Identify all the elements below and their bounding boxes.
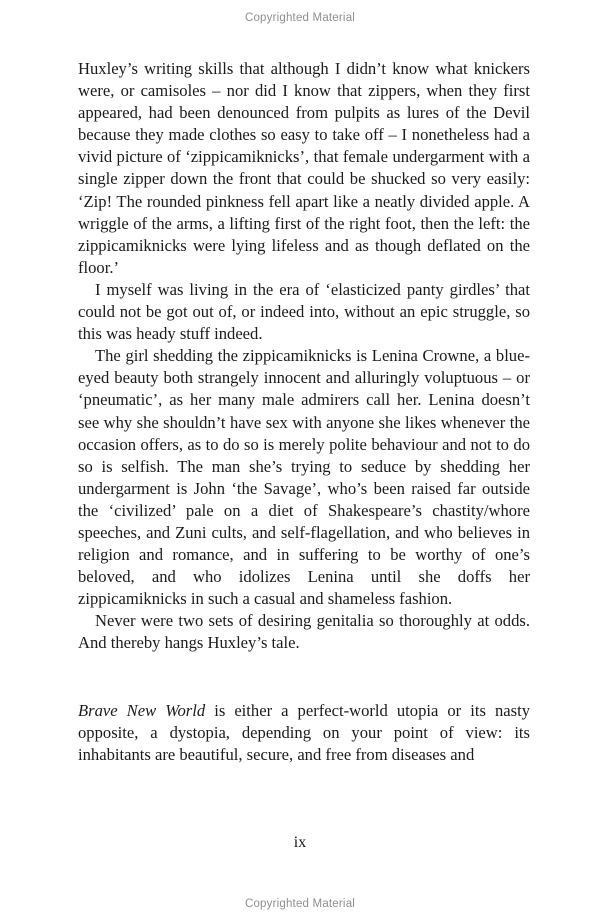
paragraph-new-section <box>78 700 530 766</box>
paragraph: I myself was living in the era of ‘elasticized panty girdles’ that could not be got out of, or indeed into, without an epic struggle, so this was heady stuff indeed. <box>78 279 530 344</box>
page-text-block <box>78 58 530 766</box>
page-number: ix <box>293 834 307 851</box>
copyright-notice-top: Copyrighted Material <box>244 12 356 24</box>
paragraph: The girl shedding the zippicamiknicks is Lenina Crowne, a blue-eyed beauty both strangely innocent and alluringly voluptuous – or ‘pneumatic’, as her many male admirers call her. Lenina doesn’t see why she shouldn’t have sex with anyone she likes whenever the occasion offers, as to do so is merely polite behaviour and not to do so is selfish. The man she’s trying to seduce by shedding her undergarment is John ‘the Savage’, who’s been raised far outside the ‘civilized’ pale on a diet of Shakespeare’s chastity/whore speeches, and Zuni cults, and self-flagellation, and who believes in religion and romance, and in suffering to be worthy of one’s beloved, and who idolizes Lenina until she doffs her zippicamiknicks in such a casual and shameless fashion. <box>78 346 530 609</box>
paragraph-continuation: Huxley’s writing skills that although I didn’t know what knickers were, or camisoles – nor did I know that zippers, when they first appeared, had been denounced from pulpits as lures of the Devil because they made clothes so easy to take off – I nonetheless had a vivid picture of ‘zippicamiknicks’, that female undergarment with a single zipper down the front that could be shucked so very easily: ‘Zip! The rounded pinkness fell apart like a neatly divided apple. A wriggle of the arms, a lifting first of the right foot, then the left: the zippicamiknicks were lying lifeless and as though deflated on the floor.’ <box>78 59 530 277</box>
paragraph-text: is either a perfect-world utopia or its nasty opposite, a dystopia, depending on your point of view: its inhabitants are beautiful, secure, and free from diseases and <box>78 700 530 764</box>
book-title-italic: Brave New World <box>78 700 206 720</box>
copyright-notice-bottom: Copyrighted Material <box>244 898 356 910</box>
paragraph: Never were two sets of desiring genitalia so thoroughly at odds. And thereby hangs Huxley’s tale. <box>78 611 530 653</box>
